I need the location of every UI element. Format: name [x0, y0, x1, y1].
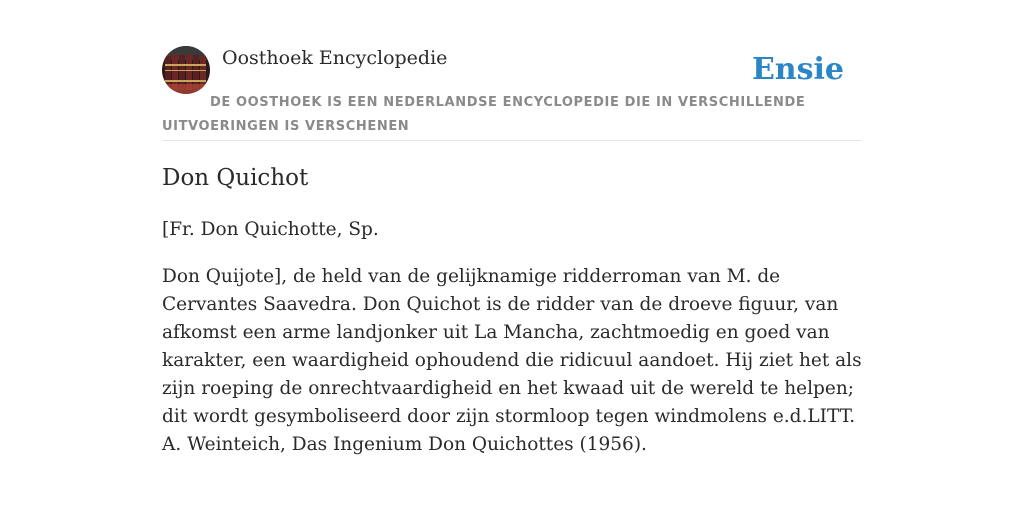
header [162, 46, 862, 141]
article-paragraph: [Fr. Don Quichotte, Sp. [162, 219, 379, 240]
source-description: DE OOSTHOEK IS EEN NEDERLANDSE ENCYCLOPEDIE DIE IN VERSCHILLENDE UITVOERINGEN IS VERSCHENEN [162, 95, 806, 134]
source-avatar[interactable] [162, 46, 210, 94]
source-name[interactable]: Oosthoek Encyclopedie [222, 47, 448, 69]
ensie-logo[interactable]: Ensie [751, 52, 844, 87]
page-title: Don Quichot [162, 165, 309, 191]
encyclopedia-books-icon [162, 46, 210, 94]
article-paragraph: Don Quijote], de held van de gelijknamige ridderroman van M. de Cervantes Saavedra. Don Quichot is de ridder van de droeve figuur, van afkomst een arme landjonker uit La Mancha, zachtmoedig en goed van karakter, een waardigheid ophoudend die ridicuul aandoet. Hij ziet het als zijn roeping de onrechtvaardigheid en het kwaad uit de wereld te helpen; dit wordt gesymboliseerd door zijn stormloop tegen windmolens e.d.LITT. A. Weinteich, Das Ingenium Don Quichottes (1956). [162, 266, 862, 455]
